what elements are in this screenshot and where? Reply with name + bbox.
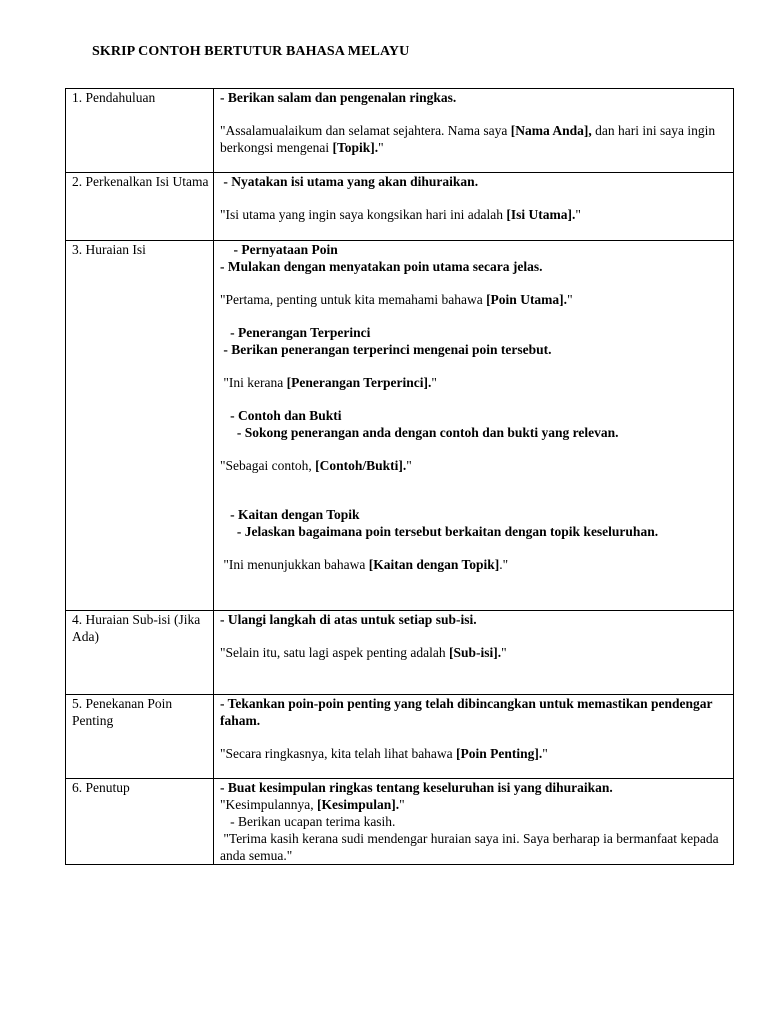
section-label: 4. Huraian Sub-isi (Jika Ada) [66,611,214,695]
instruction-text: - Mulakan dengan menyatakan poin utama secara jelas. [220,259,543,274]
example-quote: "Terima kasih kerana sudi mendengar huraian saya ini. Saya berharap ia bermanfaat kepada anda semua." [220,831,722,863]
instruction-text: - Buat kesimpulan ringkas tentang keseluruhan isi yang dihuraikan. [220,780,613,795]
section-content [214,611,734,695]
placeholder-text: [Contoh/Bukti]. [315,458,407,473]
table-row [66,695,734,779]
placeholder-text: [Poin Penting]. [456,746,543,761]
table-row [66,241,734,611]
example-quote: "Ini kerana [Penerangan Terperinci]." [220,375,437,390]
example-quote: "Kesimpulannya, [Kesimpulan]." [220,797,405,812]
example-quote: "Ini menunjukkan bahawa [Kaitan dengan Topik]." [220,557,509,572]
instruction-text: - Tekankan poin-poin penting yang telah dibincangkan untuk memastikan pendengar faham. [220,696,713,728]
placeholder-text: [Kaitan dengan Topik] [368,557,500,572]
subheading: - Pernyataan Poin [220,242,338,257]
example-quote: "Sebagai contoh, [Contoh/Bukti]." [220,458,412,473]
instruction-text: - Berikan ucapan terima kasih. [220,814,396,829]
section-label: 2. Perkenalkan Isi Utama [66,173,214,241]
placeholder-text: [Sub-isi]. [448,645,502,660]
section-content [214,173,734,241]
section-content [214,779,734,865]
instruction-text: - Jelaskan bagaimana poin tersebut berkaitan dengan topik keseluruhan. [220,524,659,539]
placeholder-text: [Penerangan Terperinci]. [286,375,432,390]
section-label: 5. Penekanan Poin Penting [66,695,214,779]
subheading: - Contoh dan Bukti [220,408,342,423]
instruction-text: - Berikan salam dan pengenalan ringkas. [220,90,457,105]
subheading: - Kaitan dengan Topik [220,507,360,522]
placeholder-text: [Kesimpulan]. [317,797,400,812]
table-row [66,89,734,173]
example-quote: "Isi utama yang ingin saya kongsikan hari ini adalah [Isi Utama]." [220,207,581,222]
section-label: 3. Huraian Isi [66,241,214,611]
instruction-text: - Berikan penerangan terperinci mengenai poin tersebut. [220,342,552,357]
section-label: 1. Pendahuluan [66,89,214,173]
instruction-text: - Sokong penerangan anda dengan contoh dan bukti yang relevan. [220,425,619,440]
section-content [214,695,734,779]
instruction-text: - Ulangi langkah di atas untuk setiap sub-isi. [220,612,477,627]
section-content [214,241,734,611]
document-title: SKRIP CONTOH BERTUTUR BAHASA MELAYU [92,44,410,59]
script-table [65,88,734,865]
section-content [214,89,734,173]
placeholder-text: [Nama Anda], [510,123,592,138]
placeholder-text: [Topik]. [332,140,379,155]
instruction-text: - Nyatakan isi utama yang akan dihuraikan. [220,174,479,189]
table-row [66,779,734,865]
example-quote: "Assalamualaikum dan selamat sejahtera. Nama saya [Nama Anda], dan hari ini saya ingin berkongsi mengenai [Topik]." [220,123,716,155]
example-quote: "Secara ringkasnya, kita telah lihat bahawa [Poin Penting]." [220,746,548,761]
example-quote: "Selain itu, satu lagi aspek penting adalah [Sub-isi]." [220,645,507,660]
table-row [66,173,734,241]
placeholder-text: [Poin Utama]. [486,292,568,307]
placeholder-text: [Isi Utama]. [506,207,576,222]
section-label: 6. Penutup [66,779,214,865]
example-quote: "Pertama, penting untuk kita memahami bahawa [Poin Utama]." [220,292,573,307]
table-row [66,611,734,695]
subheading: - Penerangan Terperinci [220,325,371,340]
